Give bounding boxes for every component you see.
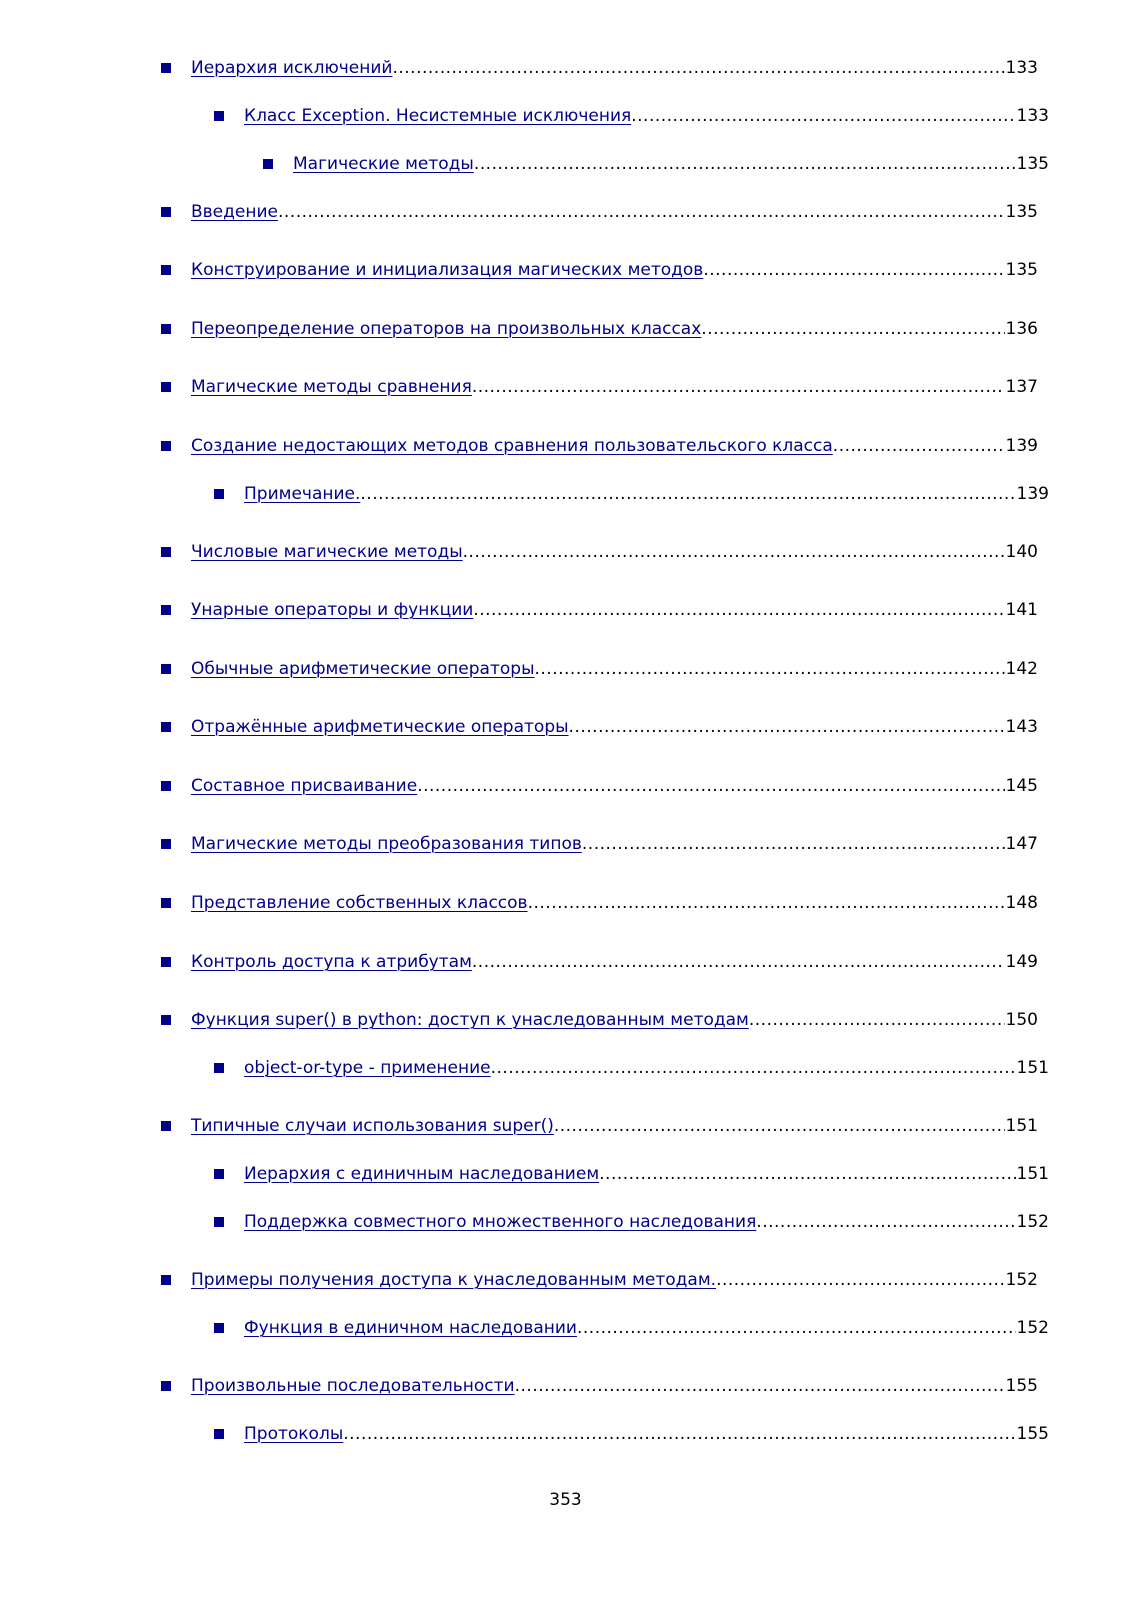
square-bullet-icon <box>161 839 171 849</box>
toc-entry[interactable] <box>214 1056 1049 1080</box>
toc-entry[interactable] <box>161 774 1038 798</box>
toc-entry-title[interactable]: object-or-type - применение <box>244 1058 491 1078</box>
toc-entry[interactable] <box>214 1162 1049 1186</box>
toc-entry[interactable] <box>161 200 1038 224</box>
toc-entry[interactable] <box>214 482 1049 506</box>
toc-entry[interactable] <box>214 104 1049 128</box>
dot-leader <box>631 104 1015 128</box>
dot-leader <box>417 774 1004 798</box>
toc-entry[interactable] <box>161 832 1038 856</box>
square-bullet-icon <box>214 1429 224 1439</box>
square-bullet-icon <box>161 664 171 674</box>
square-bullet-icon <box>161 207 171 217</box>
square-bullet-icon <box>214 111 224 121</box>
toc-entry-title[interactable]: Функция в единичном наследовании <box>244 1318 577 1338</box>
toc-entry-title[interactable]: Примечание. <box>244 484 361 504</box>
toc-entry-page: 141 <box>1005 600 1038 620</box>
toc-entry-title[interactable]: Унарные операторы и функции <box>191 600 474 620</box>
square-bullet-icon <box>161 382 171 392</box>
toc-entry-page: 135 <box>1005 260 1038 280</box>
square-bullet-icon <box>161 63 171 73</box>
dot-leader <box>716 1268 1004 1292</box>
dot-leader <box>577 1316 1016 1340</box>
square-bullet-icon <box>161 324 171 334</box>
toc-entry-title[interactable]: Магические методы сравнения <box>191 377 472 397</box>
toc-entry[interactable] <box>263 152 1049 176</box>
page-number: 353 <box>549 1490 582 1510</box>
toc-entry-page: 142 <box>1005 659 1038 679</box>
square-bullet-icon <box>161 1275 171 1285</box>
toc-entry-title[interactable]: Иерархия исключений <box>191 58 393 78</box>
toc-entry-page: 149 <box>1005 952 1038 972</box>
toc-entry[interactable] <box>214 1316 1049 1340</box>
toc-entry-page: 133 <box>1016 106 1049 126</box>
dot-leader <box>515 1374 1005 1398</box>
dot-leader <box>491 1056 1016 1080</box>
dot-leader <box>392 56 1004 80</box>
dot-leader <box>833 434 1005 458</box>
dot-leader <box>473 598 1004 622</box>
square-bullet-icon <box>214 489 224 499</box>
toc-entry-title[interactable]: Типичные случаи использования super() <box>191 1116 554 1136</box>
square-bullet-icon <box>161 1121 171 1131</box>
toc-entry[interactable] <box>161 540 1038 564</box>
toc-entry-page: 145 <box>1005 776 1038 796</box>
toc-entry-title[interactable]: Функция super() в python: доступ к унаследованным методам <box>191 1010 749 1030</box>
toc-entry[interactable] <box>214 1422 1049 1446</box>
dot-leader <box>474 152 1016 176</box>
dot-leader <box>599 1162 1015 1186</box>
dot-leader <box>701 317 1004 341</box>
square-bullet-icon <box>214 1217 224 1227</box>
toc-entry-page: 147 <box>1005 834 1038 854</box>
toc-entry-title[interactable]: Магические методы <box>293 154 474 174</box>
square-bullet-icon <box>161 781 171 791</box>
toc-entry[interactable] <box>161 950 1038 974</box>
toc-entry[interactable] <box>161 317 1038 341</box>
toc-entry[interactable] <box>161 1008 1038 1032</box>
dot-leader <box>749 1008 1005 1032</box>
toc-entry-page: 155 <box>1005 1376 1038 1396</box>
toc-entry-page: 139 <box>1005 436 1038 456</box>
toc-entry-page: 151 <box>1016 1058 1049 1078</box>
toc-entry-page: 135 <box>1016 154 1049 174</box>
toc-entry[interactable] <box>161 598 1038 622</box>
square-bullet-icon <box>161 1015 171 1025</box>
toc-entry-title[interactable]: Поддержка совместного множественного наследования <box>244 1212 757 1232</box>
dot-leader <box>463 540 1005 564</box>
toc-entry[interactable] <box>161 1114 1038 1138</box>
toc-entry-title[interactable]: Произвольные последовательности <box>191 1376 515 1396</box>
square-bullet-icon <box>161 265 171 275</box>
dot-leader <box>278 200 1005 224</box>
toc-entry-page: 140 <box>1005 542 1038 562</box>
toc-entry-title[interactable]: Представление собственных классов <box>191 893 528 913</box>
toc-entry-page: 133 <box>1005 58 1038 78</box>
square-bullet-icon <box>161 957 171 967</box>
toc-entry-page: 151 <box>1005 1116 1038 1136</box>
toc-entry-page: 152 <box>1016 1212 1049 1232</box>
toc-entry-title[interactable]: Контроль доступа к атрибутам <box>191 952 472 972</box>
toc-entry[interactable] <box>214 1210 1049 1234</box>
toc-entry-title[interactable]: Иерархия с единичным наследованием <box>244 1164 600 1184</box>
toc-entry[interactable] <box>161 258 1038 282</box>
square-bullet-icon <box>214 1169 224 1179</box>
toc-entry-title[interactable]: Создание недостающих методов сравнения пользовательского класса <box>191 436 833 456</box>
toc-entry-title[interactable]: Протоколы <box>244 1424 344 1444</box>
dot-leader <box>360 482 1015 506</box>
square-bullet-icon <box>263 159 273 169</box>
dot-leader <box>756 1210 1015 1234</box>
dot-leader <box>703 258 1004 282</box>
toc-entry[interactable] <box>161 891 1038 915</box>
toc-entry-title[interactable]: Переопределение операторов на произвольных классах <box>191 319 702 339</box>
square-bullet-icon <box>214 1323 224 1333</box>
dot-leader <box>343 1422 1015 1446</box>
dot-leader <box>582 832 1005 856</box>
toc-entry-page: 135 <box>1005 202 1038 222</box>
toc-entry-title[interactable]: Введение <box>191 202 278 222</box>
toc-entry-title[interactable]: Магические методы преобразования типов <box>191 834 582 854</box>
toc-entry[interactable] <box>161 715 1038 739</box>
square-bullet-icon <box>161 898 171 908</box>
toc-entry-title[interactable]: Обычные арифметические операторы <box>191 659 535 679</box>
square-bullet-icon <box>161 441 171 451</box>
toc-entry-title[interactable]: Конструирование и инициализация магических методов <box>191 260 704 280</box>
toc-entry-page: 136 <box>1005 319 1038 339</box>
toc-entry[interactable] <box>161 1374 1038 1398</box>
dot-leader <box>554 1114 1005 1138</box>
square-bullet-icon <box>161 1381 171 1391</box>
toc-entry-page: 152 <box>1016 1318 1049 1338</box>
dot-leader <box>472 950 1005 974</box>
toc-entry-title[interactable]: Составное присваивание <box>191 776 418 796</box>
toc-entry-title[interactable]: Отражённые арифметические операторы <box>191 717 569 737</box>
dot-leader <box>528 891 1005 915</box>
dot-leader <box>535 657 1005 681</box>
toc-entry-page: 143 <box>1005 717 1038 737</box>
toc-entry-page: 155 <box>1016 1424 1049 1444</box>
toc-entry[interactable] <box>161 375 1038 399</box>
toc-entry-title[interactable]: Класс Exception. Несистемные исключения <box>244 106 632 126</box>
toc-entry[interactable] <box>161 434 1038 458</box>
dot-leader <box>472 375 1005 399</box>
toc-entry-page: 151 <box>1016 1164 1049 1184</box>
toc-entry[interactable] <box>161 56 1038 80</box>
toc-entry-page: 148 <box>1005 893 1038 913</box>
toc-entry-title[interactable]: Примеры получения доступа к унаследованным методам. <box>191 1270 717 1290</box>
toc-entry-page: 137 <box>1005 377 1038 397</box>
toc-entry[interactable] <box>161 657 1038 681</box>
toc-entry-page: 139 <box>1016 484 1049 504</box>
toc-entry-title[interactable]: Числовые магические методы <box>191 542 463 562</box>
toc-entry-page: 152 <box>1005 1270 1038 1290</box>
square-bullet-icon <box>161 605 171 615</box>
toc-entry-page: 150 <box>1005 1010 1038 1030</box>
toc-entry[interactable] <box>161 1268 1038 1292</box>
dot-leader <box>569 715 1005 739</box>
square-bullet-icon <box>214 1063 224 1073</box>
square-bullet-icon <box>161 722 171 732</box>
square-bullet-icon <box>161 547 171 557</box>
